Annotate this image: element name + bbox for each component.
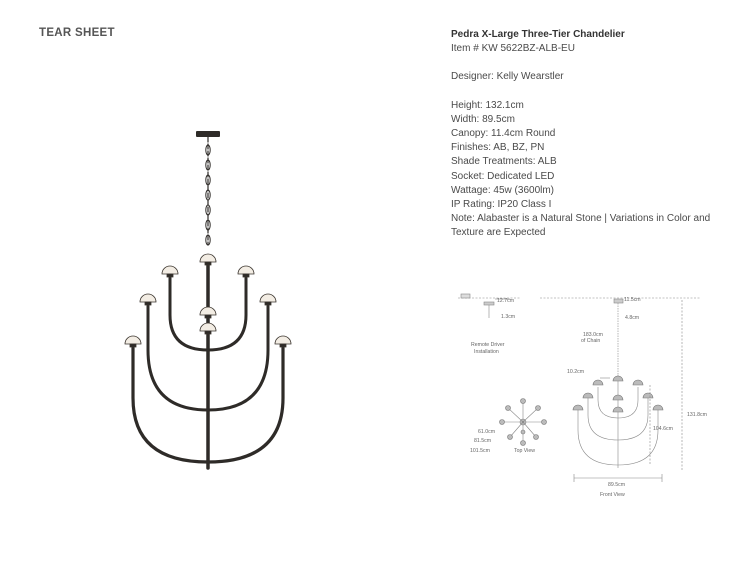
spec-height: Height: 132.1cm: [451, 99, 524, 111]
dim-body-height: 104.6cm: [653, 426, 673, 432]
spec-socket: Socket: Dedicated LED: [451, 170, 555, 182]
dim-shade: 10.2cm: [567, 369, 585, 375]
shade: [260, 294, 276, 305]
shade: [275, 336, 291, 347]
dim-top-3: 101.5cm: [470, 448, 490, 454]
shade: [125, 336, 141, 347]
dim-canopy-depth: 1.3cm: [501, 314, 516, 320]
dim-chain-length: 183.0cm: [583, 332, 603, 338]
top-view-label: Top View: [514, 448, 535, 454]
spec-width: Width: 89.5cm: [451, 113, 515, 125]
shade: [140, 294, 156, 305]
dim-overall-height: 131.8cm: [687, 412, 707, 418]
designer: Designer: Kelly Wearstler: [451, 71, 564, 83]
spec-wattage: Wattage: 45w (3600lm): [451, 184, 555, 196]
spec-ip-rating: IP Rating: IP20 Class I: [451, 199, 552, 211]
spec-canopy: Canopy: 11.4cm Round: [451, 128, 556, 140]
item-number: Item # KW 5622BZ-ALB-EU: [451, 43, 575, 55]
spec-shade: Shade Treatments: ALB: [451, 156, 557, 168]
technical-drawing: [458, 294, 700, 482]
front-view-label: Front View: [600, 492, 625, 498]
dim-top-2: 81.5cm: [474, 438, 492, 444]
dim-chain-label: of Chain: [581, 338, 601, 344]
shade: [200, 307, 216, 318]
remote-driver-line1: Remote Driver: [471, 342, 505, 348]
spec-finishes: Finishes: AB, BZ, PN: [451, 142, 545, 154]
dim-width: 89.5cm: [608, 482, 626, 488]
top-view-drawing: [500, 399, 547, 446]
dim-canopy-right-depth: 4.8cm: [625, 315, 640, 321]
shade: [238, 266, 254, 277]
product-title: Pedra X-Large Three-Tier Chandelier: [451, 29, 625, 40]
shade: [200, 254, 216, 265]
tear-sheet-label: TEAR SHEET: [39, 27, 115, 39]
remote-driver-line2: Installation: [474, 349, 499, 355]
dim-canopy-small: 12.7cm: [497, 298, 515, 304]
dim-top-1: 61.0cm: [478, 429, 496, 435]
shade: [162, 266, 178, 277]
dim-canopy-right: 11.5cm: [624, 297, 641, 303]
shade: [200, 323, 216, 334]
spec-note: Note: Alabaster is a Natural Stone | Variations in Color and Texture are Expected: [451, 213, 711, 239]
